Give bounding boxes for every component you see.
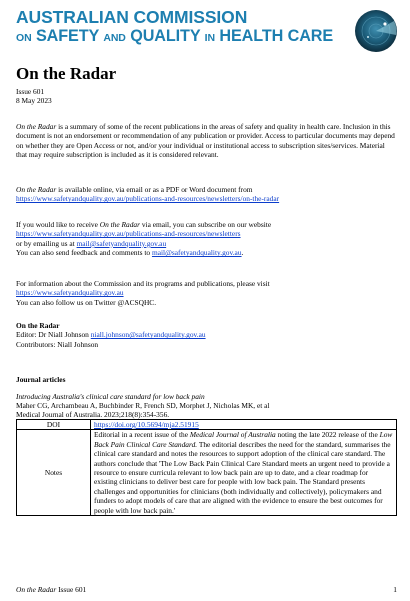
notes-row — [17, 430, 397, 516]
radar-logo-icon — [354, 9, 398, 53]
subscribe-paragraph: If you would like to receive On the Radar via email, you can subscribe on our website https://www.safetyandquality.gov.au/publications-and-resources/newsletters or by emailing us at mail@safetyandquality.gov.au You can also send feedback and comments to mail@safetyandquality.gov.au. — [16, 220, 272, 258]
wordmark-line-1: AUSTRALIAN COMMISSION — [16, 7, 248, 27]
commission-website-link[interactable]: https://www.safetyandquality.gov.au — [16, 288, 124, 298]
wordmark-line-2: ON SAFETY AND QUALITY IN HEALTH CARE — [16, 27, 334, 45]
doi-link[interactable]: https://doi.org/10.5694/mja2.51915 — [94, 420, 199, 429]
doi-row — [17, 420, 397, 430]
subscribe-email-link[interactable]: mail@safetyandquality.gov.au — [76, 238, 167, 248]
editor-email-link[interactable]: niall.johnson@safetyandquality.gov.au — [90, 330, 206, 340]
commission-wordmark — [16, 8, 346, 47]
newsletter-link[interactable]: https://www.safetyandquality.gov.au/publications-and-resources/newsletters/on-the-radar — [16, 194, 280, 204]
section-heading: Journal articles — [16, 375, 66, 384]
subscribe-link[interactable]: https://www.safetyandquality.gov.au/publications-and-resources/newsletters — [16, 229, 241, 239]
notes-text: Editorial in a recent issue of the Medical Journal of Australia noting the late 2022 release of the Low Back Pain Clinical Care Standard. The editorial describes the need for the standard, summarises the clinical care standard and notes the resources to support adoption of the clinical care standard. The authors conclude that 'The Low Back Pain Clinical Care Standard meets an urgent need to provide a resource to ensure curricula relevant to low back pain are up to date, and a clear roadmap for existing clinicians to deliver best care for people with low back pain. The Standard presents challenges and opportunities for clinicians (both individually and collectively), policymakers and funders to adopt models of care that are aligned with the evidence to ensure the best outcomes for people with low back pain.' — [91, 430, 397, 516]
intro-paragraph: On the Radar is a summary of some of the recent publications in the areas of safety and quality in health care. Inclusion in this document is not an endorsement or recommendation of any publication or provider. Access to particular documents may depend on whether they are Open Access or not, and/or your individual or institutional access to subscription sites/services. Material that may require subscription is included as it is considered relevant. — [16, 122, 395, 160]
page-title: On the Radar — [16, 64, 117, 83]
credits-heading: On the Radar — [16, 321, 60, 330]
availability-paragraph: On the Radar is available online, via email or as a PDF or Word document from https://www.safetyandquality.gov.au/publications-and-resources/newsletters/on-the-radar — [16, 185, 280, 204]
page-number: 1 — [393, 585, 397, 594]
feedback-email-link[interactable]: mail@safetyandquality.gov.au — [151, 248, 242, 258]
page-footer: On the Radar Issue 601 1 — [16, 585, 397, 594]
article-header — [16, 392, 396, 401]
doi-cell — [91, 420, 397, 430]
issue-date: 8 May 2023 — [16, 96, 52, 106]
issue-number: Issue 601 — [16, 87, 45, 96]
contributors-line: Contributors: Niall Johnson — [16, 339, 99, 349]
article-citation: Medical Journal of Australia. 2023;218(8):354-356. — [16, 410, 170, 419]
credits — [16, 321, 396, 349]
notes-label: Notes — [17, 430, 91, 516]
article-title: Introducing Australia's clinical care standard for low back pain — [16, 392, 205, 401]
article-authors: Maher CG, Archambeau A, Buchbinder R, French SD, Morphet J, Nicholas MK, et al — [16, 401, 270, 410]
commission-paragraph: For information about the Commission and its programs and publications, please visit https://www.safetyandquality.gov.au You can also follow us on Twitter @ACSQHC. — [16, 279, 270, 307]
issue-meta — [16, 87, 52, 106]
doi-label: DOI — [17, 420, 91, 430]
article-table — [16, 419, 397, 516]
editor-line: Editor: Dr Niall Johnson niall.johnson@safetyandquality.gov.au — [16, 330, 206, 340]
